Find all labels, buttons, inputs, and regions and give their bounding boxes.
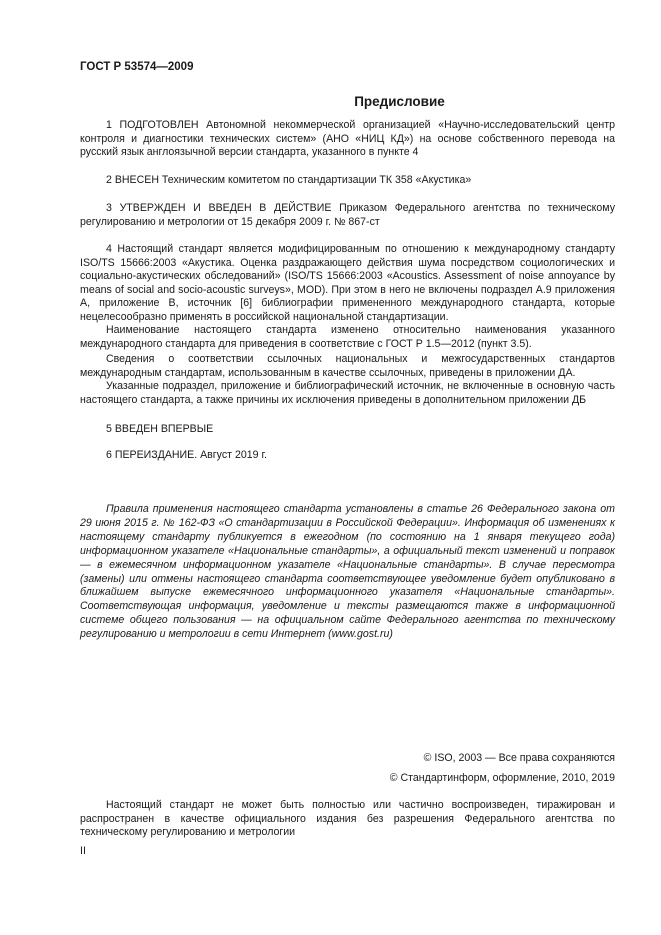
item-2-submitted: 2 ВНЕСЕН Техническим комитетом по стандартизации ТК 358 «Акустика» (106, 174, 472, 186)
item-6-reissue: 6 ПЕРЕИЗДАНИЕ. Август 2019 г. (106, 449, 267, 461)
iso-copyright: © ISO, 2003 — Все права сохраняются (423, 752, 615, 764)
page-number: II (80, 845, 86, 857)
item-4-references: Сведения о соответствии ссылочных национальных и межгосударственных стандартов международным стандартам, использованным в качестве ссылочных, приведены в приложении ДА. (80, 353, 615, 379)
preface-heading (0, 93, 661, 111)
item-4-name-change: Наименование настоящего стандарта изменено относительно наименования указанного международного стандарта для приведения в соответствие с ГОСТ Р 1.5—2012 (пункт 3.5). (80, 324, 615, 350)
item-1-prepared: 1 ПОДГОТОВЛЕН Автономной некоммерческой организацией «Научно-исследовательский центр контроля и диагностики технических систем» (АНО «НИЦ КД») на основе собственного перевода на русский язык англоязычной версии стандарта, указанного в пункте 4 (80, 119, 615, 159)
application-rules-notice: Правила применения настоящего стандарта установлены в статье 26 Федерального закона от 29 июня 2015 г. № 162-ФЗ «О стандартизации в Российской Федерации». Информация об изменениях к настоящему стандарту публикуется в ежегодном (по состоянию на 1 января текущего года) информационном указателе «Национальные стандарты», а официальный текст изменений и поправок — в ежемесячном информационном указателе «Национальные стандарты». В случае пересмотра (замены) или отмены настоящего стандарта соответствующее уведомление будет опубликовано в ближайшем выпуске ежемесячного информационного указателя «Национальные стандарты». Соответствующая информация, уведомление и тексты размещаются также в информационной системе общего пользования — на официальном сайте Федерального агентства по техническому регулированию и метрологии в сети Интернет (www.gost.ru) (80, 503, 615, 641)
document-code: ГОСТ Р 53574—2009 (80, 61, 194, 73)
standartinform-copyright: © Стандартинформ, оформление, 2010, 2019 (389, 772, 615, 784)
item-3-approved: 3 УТВЕРЖДЕН И ВВЕДЕН В ДЕЙСТВИЕ Приказом Федерального агентства по техническому регулированию и метрологии от 15 декабря 2009 г. № 867-ст (80, 202, 615, 228)
item-4-excluded: Указанные подраздел, приложение и библиографический источник, не включенные в основную часть настоящего стандарта, а также причины их исключения приведены в дополнительном приложении ДБ (80, 380, 615, 406)
reproduction-restriction: Настоящий стандарт не может быть полностью или частично воспроизведен, тиражирован и распространен в качестве официального издания без разрешения Федерального агентства по техническому регулированию и метрологии (80, 799, 615, 839)
preface-title: Предисловие (354, 94, 445, 109)
item-5-introduced: 5 ВВЕДЕН ВПЕРВЫЕ (106, 423, 214, 435)
item-4-modified: 4 Настоящий стандарт является модифицированным по отношению к международному стандарту ISO/TS 15666:2003 «Акустика. Оценка раздражающего действия шума посредством социологических и социально-акустических обследований» (ISO/TS 15666:2003 «Acoustics. Assessment of noise annoyance by means of social and socio-acoustic surveys», MOD). При этом в него не включены подраздел А.9 приложения А, приложение В, источник [6] библиографии примененного международного стандарта, которые нецелесообразно применять в российской национальной стандартизации. (80, 243, 615, 323)
